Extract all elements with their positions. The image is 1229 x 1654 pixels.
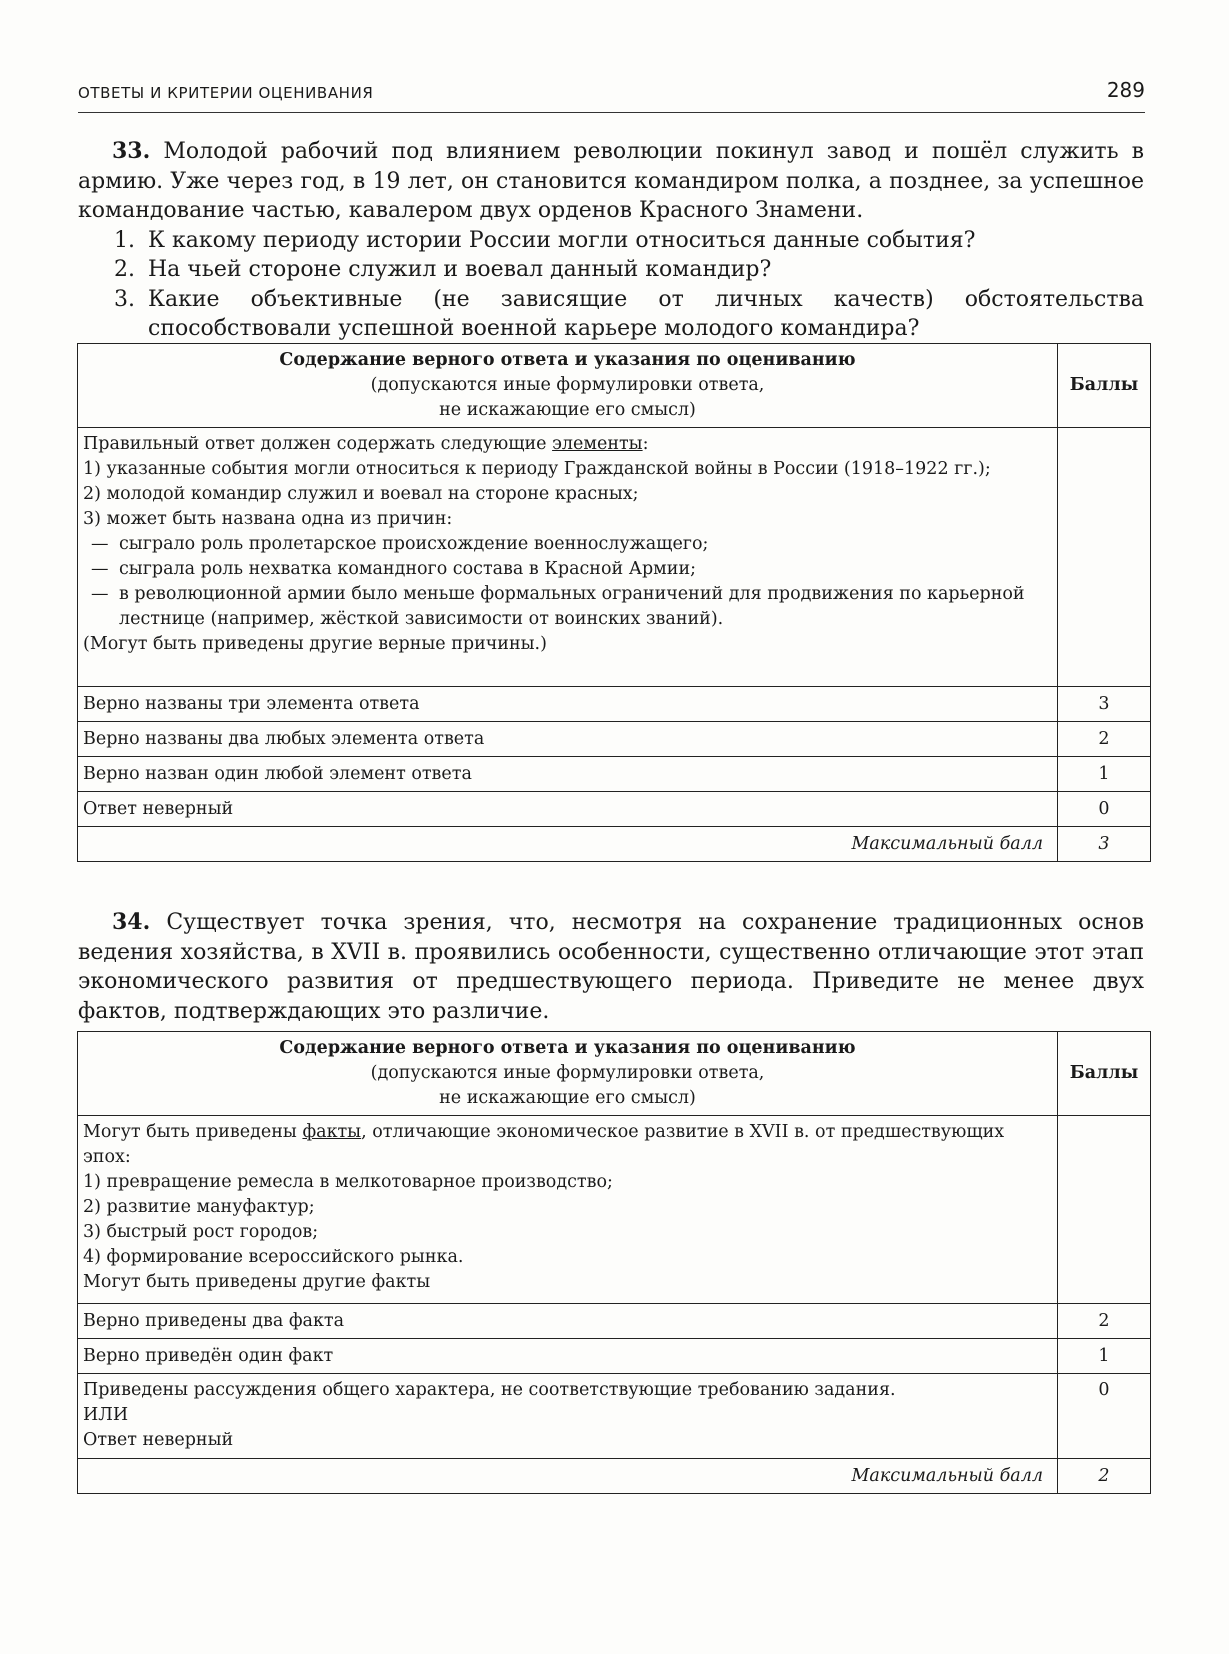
criterion-score: 3 xyxy=(1058,687,1151,722)
criterion-score: 0 xyxy=(1058,792,1151,827)
criterion-line: ИЛИ xyxy=(83,1405,129,1425)
question-number: 34. xyxy=(112,909,151,935)
answer-cell xyxy=(78,1116,1058,1304)
question-34 xyxy=(78,908,1144,1026)
header-line: (допускаются иные формулировки ответа, xyxy=(370,1063,765,1083)
table-header-content xyxy=(78,344,1058,428)
answer-element: 1) указанные события могли относиться к периоду Гражданской войны в России (1918–1922 гг.); xyxy=(83,459,991,479)
empty-score-cell xyxy=(1058,428,1151,687)
table-row-answer xyxy=(78,428,1151,687)
criterion-text: Ответ неверный xyxy=(78,792,1058,827)
fact-item: 1) превращение ремесла в мелкотоварное производство; xyxy=(83,1172,613,1192)
table-row-answer xyxy=(78,1116,1151,1304)
answer-block xyxy=(83,1116,1052,1303)
table-row xyxy=(78,1374,1151,1459)
table-row xyxy=(78,722,1151,757)
sub-question-number: 3. xyxy=(114,286,135,312)
table-row xyxy=(78,687,1151,722)
question-34-text xyxy=(78,908,1144,1026)
header-line: (допускаются иные формулировки ответа, xyxy=(370,375,765,395)
max-score-label: Максимальный балл xyxy=(78,827,1058,862)
question-33-text xyxy=(78,137,1144,226)
reason-text: в революционной армии было меньше формальных ограничений для продвижения по карьерной лестнице (например, жёсткой зависимости от воинских званий). xyxy=(119,584,1025,629)
criteria-table-34 xyxy=(77,1031,1151,1494)
table-header-row xyxy=(78,344,1151,428)
reason-text: сыграла роль нехватка командного состава в Красной Армии; xyxy=(119,559,697,579)
empty-score-cell xyxy=(1058,1116,1151,1304)
table-row xyxy=(78,792,1151,827)
max-score-value: 3 xyxy=(1058,827,1151,862)
criterion-text xyxy=(78,1374,1058,1459)
criterion-line: Приведены рассуждения общего характера, не соответствующие требованию задания. xyxy=(83,1380,896,1400)
intro-text: Могут быть приведены xyxy=(83,1122,303,1142)
question-33 xyxy=(78,137,1144,344)
criterion-score: 1 xyxy=(1058,1339,1151,1374)
intro-text: Правильный ответ должен содержать следующие xyxy=(83,434,553,454)
answer-intro xyxy=(83,432,1052,457)
header-title: ОТВЕТЫ И КРИТЕРИИ ОЦЕНИВАНИЯ xyxy=(78,84,374,102)
reason-item xyxy=(83,557,1052,582)
table-header-score: Баллы xyxy=(1058,344,1151,428)
answer-note: Могут быть приведены другие факты xyxy=(83,1272,431,1292)
intro-text: , отличающие экономическое развитие в XVII в. от предшествующих эпох: xyxy=(83,1122,1005,1167)
fact-item: 2) развитие мануфактур; xyxy=(83,1197,315,1217)
criterion-text: Верно приведён один факт xyxy=(78,1339,1058,1374)
table-row xyxy=(78,1304,1151,1339)
answer-note: (Могут быть приведены другие верные причины.) xyxy=(83,634,547,654)
table-row xyxy=(78,1339,1151,1374)
dash-mark: — xyxy=(91,584,109,604)
header-line: Содержание верного ответа и указания по оцениванию xyxy=(279,1038,856,1058)
criterion-text: Верно назван один любой элемент ответа xyxy=(78,757,1058,792)
criterion-line: Ответ неверный xyxy=(83,1430,234,1450)
reason-item xyxy=(83,532,1052,557)
reason-item xyxy=(83,582,1052,632)
header-line: не искажающие его смысл) xyxy=(439,1088,696,1108)
header-line: Содержание верного ответа и указания по оцениванию xyxy=(279,350,856,370)
fact-item: 3) быстрый рост городов; xyxy=(83,1222,319,1242)
question-body: Молодой рабочий под влиянием революции покинул завод и пошёл служить в армию. Уже через год, в 19 лет, он становится командиром полка, а позднее, за успешное командование частью, кавалером двух орденов Красного Знамени. xyxy=(78,139,1144,223)
page-number: 289 xyxy=(1106,78,1145,102)
dash-mark: — xyxy=(91,559,109,579)
table-row xyxy=(78,757,1151,792)
criteria-table-33 xyxy=(77,343,1151,862)
sub-question-text: К какому периоду истории России могли относиться данные события? xyxy=(148,227,976,253)
table-header-row xyxy=(78,1032,1151,1116)
criterion-score: 1 xyxy=(1058,757,1151,792)
dash-mark: — xyxy=(91,534,109,554)
table-row-max xyxy=(78,1459,1151,1494)
question-number: 33. xyxy=(112,138,151,164)
answer-intro xyxy=(83,1120,1052,1170)
question-body: Существует точка зрения, что, несмотря на сохранение традиционных основ ведения хозяйства, в XVII в. проявились особенности, существенно отличающие этот этап экономического развития от предшествующего периода. Приведите не менее двух фактов, подтверждающих это различие. xyxy=(78,910,1144,1024)
criterion-text: Верно названы три элемента ответа xyxy=(78,687,1058,722)
sub-question-text: На чьей стороне служил и воевал данный командир? xyxy=(148,257,772,282)
criterion-score: 2 xyxy=(1058,722,1151,757)
criterion-text: Верно приведены два факта xyxy=(78,1304,1058,1339)
max-score-label: Максимальный балл xyxy=(78,1459,1058,1494)
answer-block xyxy=(83,428,1052,665)
running-header xyxy=(78,78,1145,113)
sub-question xyxy=(78,226,1144,256)
answer-element: 3) может быть названа одна из причин: xyxy=(83,509,453,529)
answer-element: 2) молодой командир служил и воевал на стороне красных; xyxy=(83,484,639,504)
fact-item: 4) формирование всероссийского рынка. xyxy=(83,1247,464,1267)
sub-question-number: 1. xyxy=(114,227,135,253)
table-header-score: Баллы xyxy=(1058,1032,1151,1116)
table-row-max xyxy=(78,827,1151,862)
criterion-score: 2 xyxy=(1058,1304,1151,1339)
answer-cell xyxy=(78,428,1058,687)
table-header-content xyxy=(78,1032,1058,1116)
max-score-value: 2 xyxy=(1058,1459,1151,1494)
header-line: не искажающие его смысл) xyxy=(439,400,696,420)
intro-underlined: факты xyxy=(302,1122,362,1142)
criterion-text: Верно названы два любых элемента ответа xyxy=(78,722,1058,757)
sub-question xyxy=(78,255,1144,285)
sub-question-number: 2. xyxy=(114,257,135,282)
sub-question xyxy=(78,285,1144,344)
intro-text: : xyxy=(642,434,649,454)
criterion-score: 0 xyxy=(1058,1374,1151,1459)
sub-question-text: Какие объективные (не зависящие от личных качеств) обстоятельства способствовали успешной военной карьере молодого командира? xyxy=(148,286,1144,341)
reason-text: сыграло роль пролетарское происхождение военнослужащего; xyxy=(119,534,709,554)
intro-underlined: элементы xyxy=(552,434,643,454)
